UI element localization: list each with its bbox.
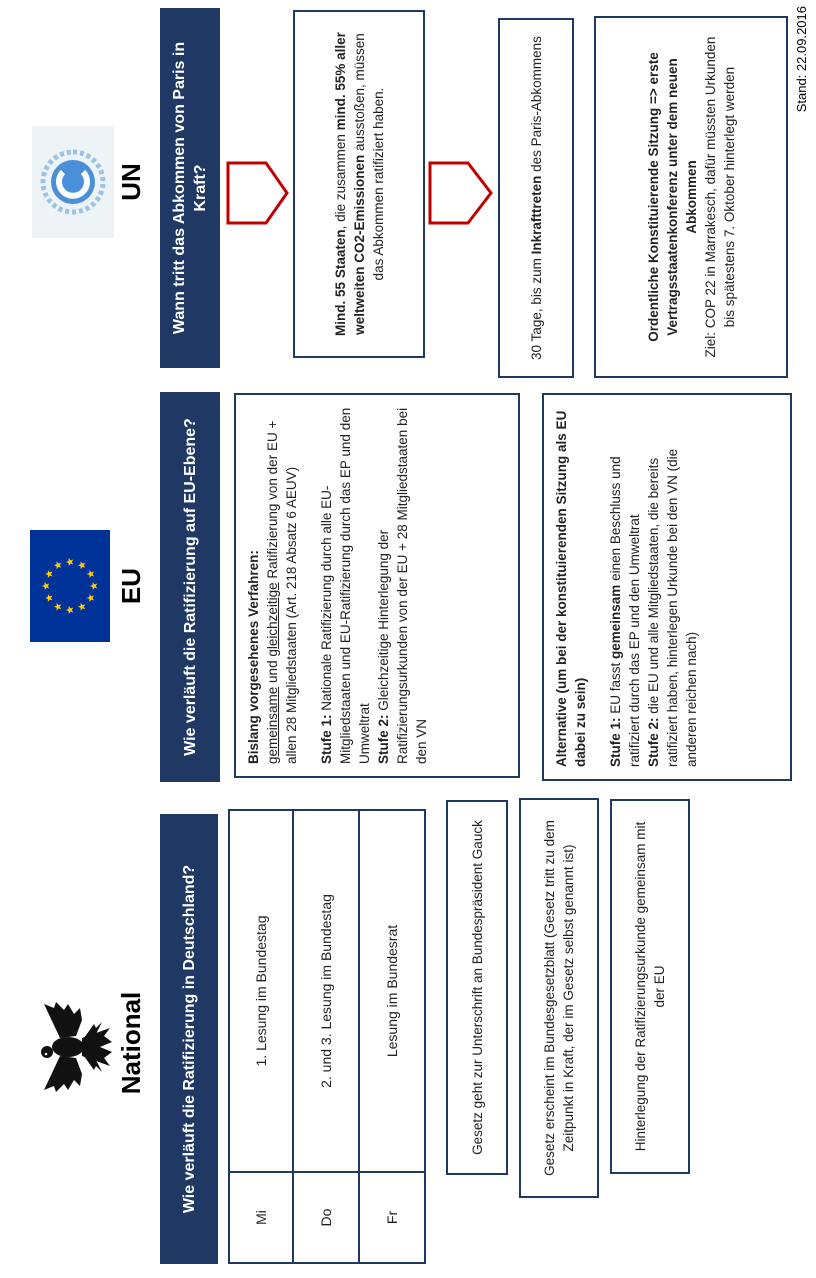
alternative-heading: Alternative (um bei der konstituierenden Sitzung als EU dabei zu sein) (554, 410, 588, 767)
eu-standard-procedure-box (234, 393, 520, 778)
stand-date: Stand: 22.09.2016 (794, 6, 809, 113)
day-cell: Fr (358, 1171, 426, 1264)
eu-alternative-box (542, 393, 792, 781)
text: die EU und alle Mitgliedstaaten, die bereits ratifiziert haben, hinterlegen Urkunde bei den VN (die anderen reichen nach) (646, 448, 699, 767)
stage-2-label: Stufe 2: (376, 714, 391, 764)
step-cell: 1. Lesung im Bundestag (228, 809, 294, 1173)
procedure-heading: Bislang vorgesehenes Verfahren: (246, 550, 261, 764)
un-threshold-box (293, 10, 425, 358)
text: Mind. 55 Staaten (332, 229, 348, 336)
unfccc-logo-icon (32, 126, 114, 238)
gazette-box: Gesetz erscheint im Bundesgesetzblatt (Gesetz tritt zu dem Zeitpunkt in Kraft, der im Gesetz selbst genannt ist) (519, 798, 599, 1198)
stage-1-label: Stufe 1: (608, 717, 623, 767)
arrow-icon (428, 160, 494, 226)
text: , die zusammen (332, 130, 348, 230)
text: ausstoßen, müssen das Abkommen ratifiziert haben. (351, 33, 386, 281)
text: Ratifizierung von der EU + allen 28 Mitgliedstaaten (Art. 218 Absatz 6 AEUV) (265, 420, 299, 764)
stage-2-label: Stufe 2: (646, 717, 661, 767)
national-title: National (116, 991, 146, 1095)
text: gemeinsam (608, 584, 623, 659)
day-cell: Mi (228, 1171, 294, 1264)
text: EU fasst (608, 658, 623, 718)
text: Inkrafttreten (528, 175, 544, 255)
conference-heading: Ordentliche Konstituierende Sitzung => erste Vertragsstaatenkonferenz unter dem neuen Abkommen (645, 52, 699, 342)
un-title: UN (116, 163, 146, 201)
stage-1-label: Stufe 1: (319, 714, 334, 764)
step-cell: Lesung im Bundesrat (358, 809, 426, 1173)
un-conference-box (594, 16, 788, 378)
text: 30 Tage, bis zum (528, 254, 544, 360)
un-question-header: Wann tritt das Abkommen von Paris in Kraft? (160, 8, 220, 368)
arrow-icon (226, 160, 290, 226)
eagle-icon (20, 998, 116, 1096)
national-question-header: Wie verläuft die Ratifizierung in Deutschland? (160, 814, 218, 1264)
eu-question-header: Wie verläuft die Ratifizierung auf EU-Ebene? (160, 392, 220, 782)
deposit-box: Hinterlegung der Ratifizierungsurkunde gemeinsam mit der EU (610, 799, 690, 1174)
text: Nationale Ratifizierung durch alle EU-Mitgliedstaaten und EU-Ratifizierung durch das EP und den Umweltrat (319, 407, 372, 764)
un-30-days-box (498, 18, 574, 378)
text: einen Beschluss und ratifiziert durch das EP und den Umweltrat (608, 456, 642, 767)
text: gemeinsame (265, 686, 280, 764)
signature-box: Gesetz geht zur Unterschrift an Bundespräsident Gauck (446, 800, 508, 1175)
eu-title: EU (116, 567, 146, 605)
day-cell: Do (292, 1171, 360, 1264)
text: mind. 55% aller weltweiten CO2-Emissionen (332, 32, 367, 335)
conference-goal: Ziel: COP 22 in Marrakesch, dafür müssten Urkunden bis spätestens 7. Oktober hinterlegt werden (702, 36, 737, 358)
day-table (228, 809, 426, 1264)
step-cell: 2. und 3. Lesung im Bundestag (292, 809, 360, 1173)
eu-flag-icon (30, 530, 110, 642)
text: und (265, 656, 280, 687)
text: Gleichzeitige Hinterlegung der Ratifizierungsurkunden von der EU + 28 Mitgliedstaaten bei den VN (376, 407, 429, 764)
text: des Paris-Abkommens (528, 36, 544, 176)
text: gleichzeitige (265, 582, 280, 657)
